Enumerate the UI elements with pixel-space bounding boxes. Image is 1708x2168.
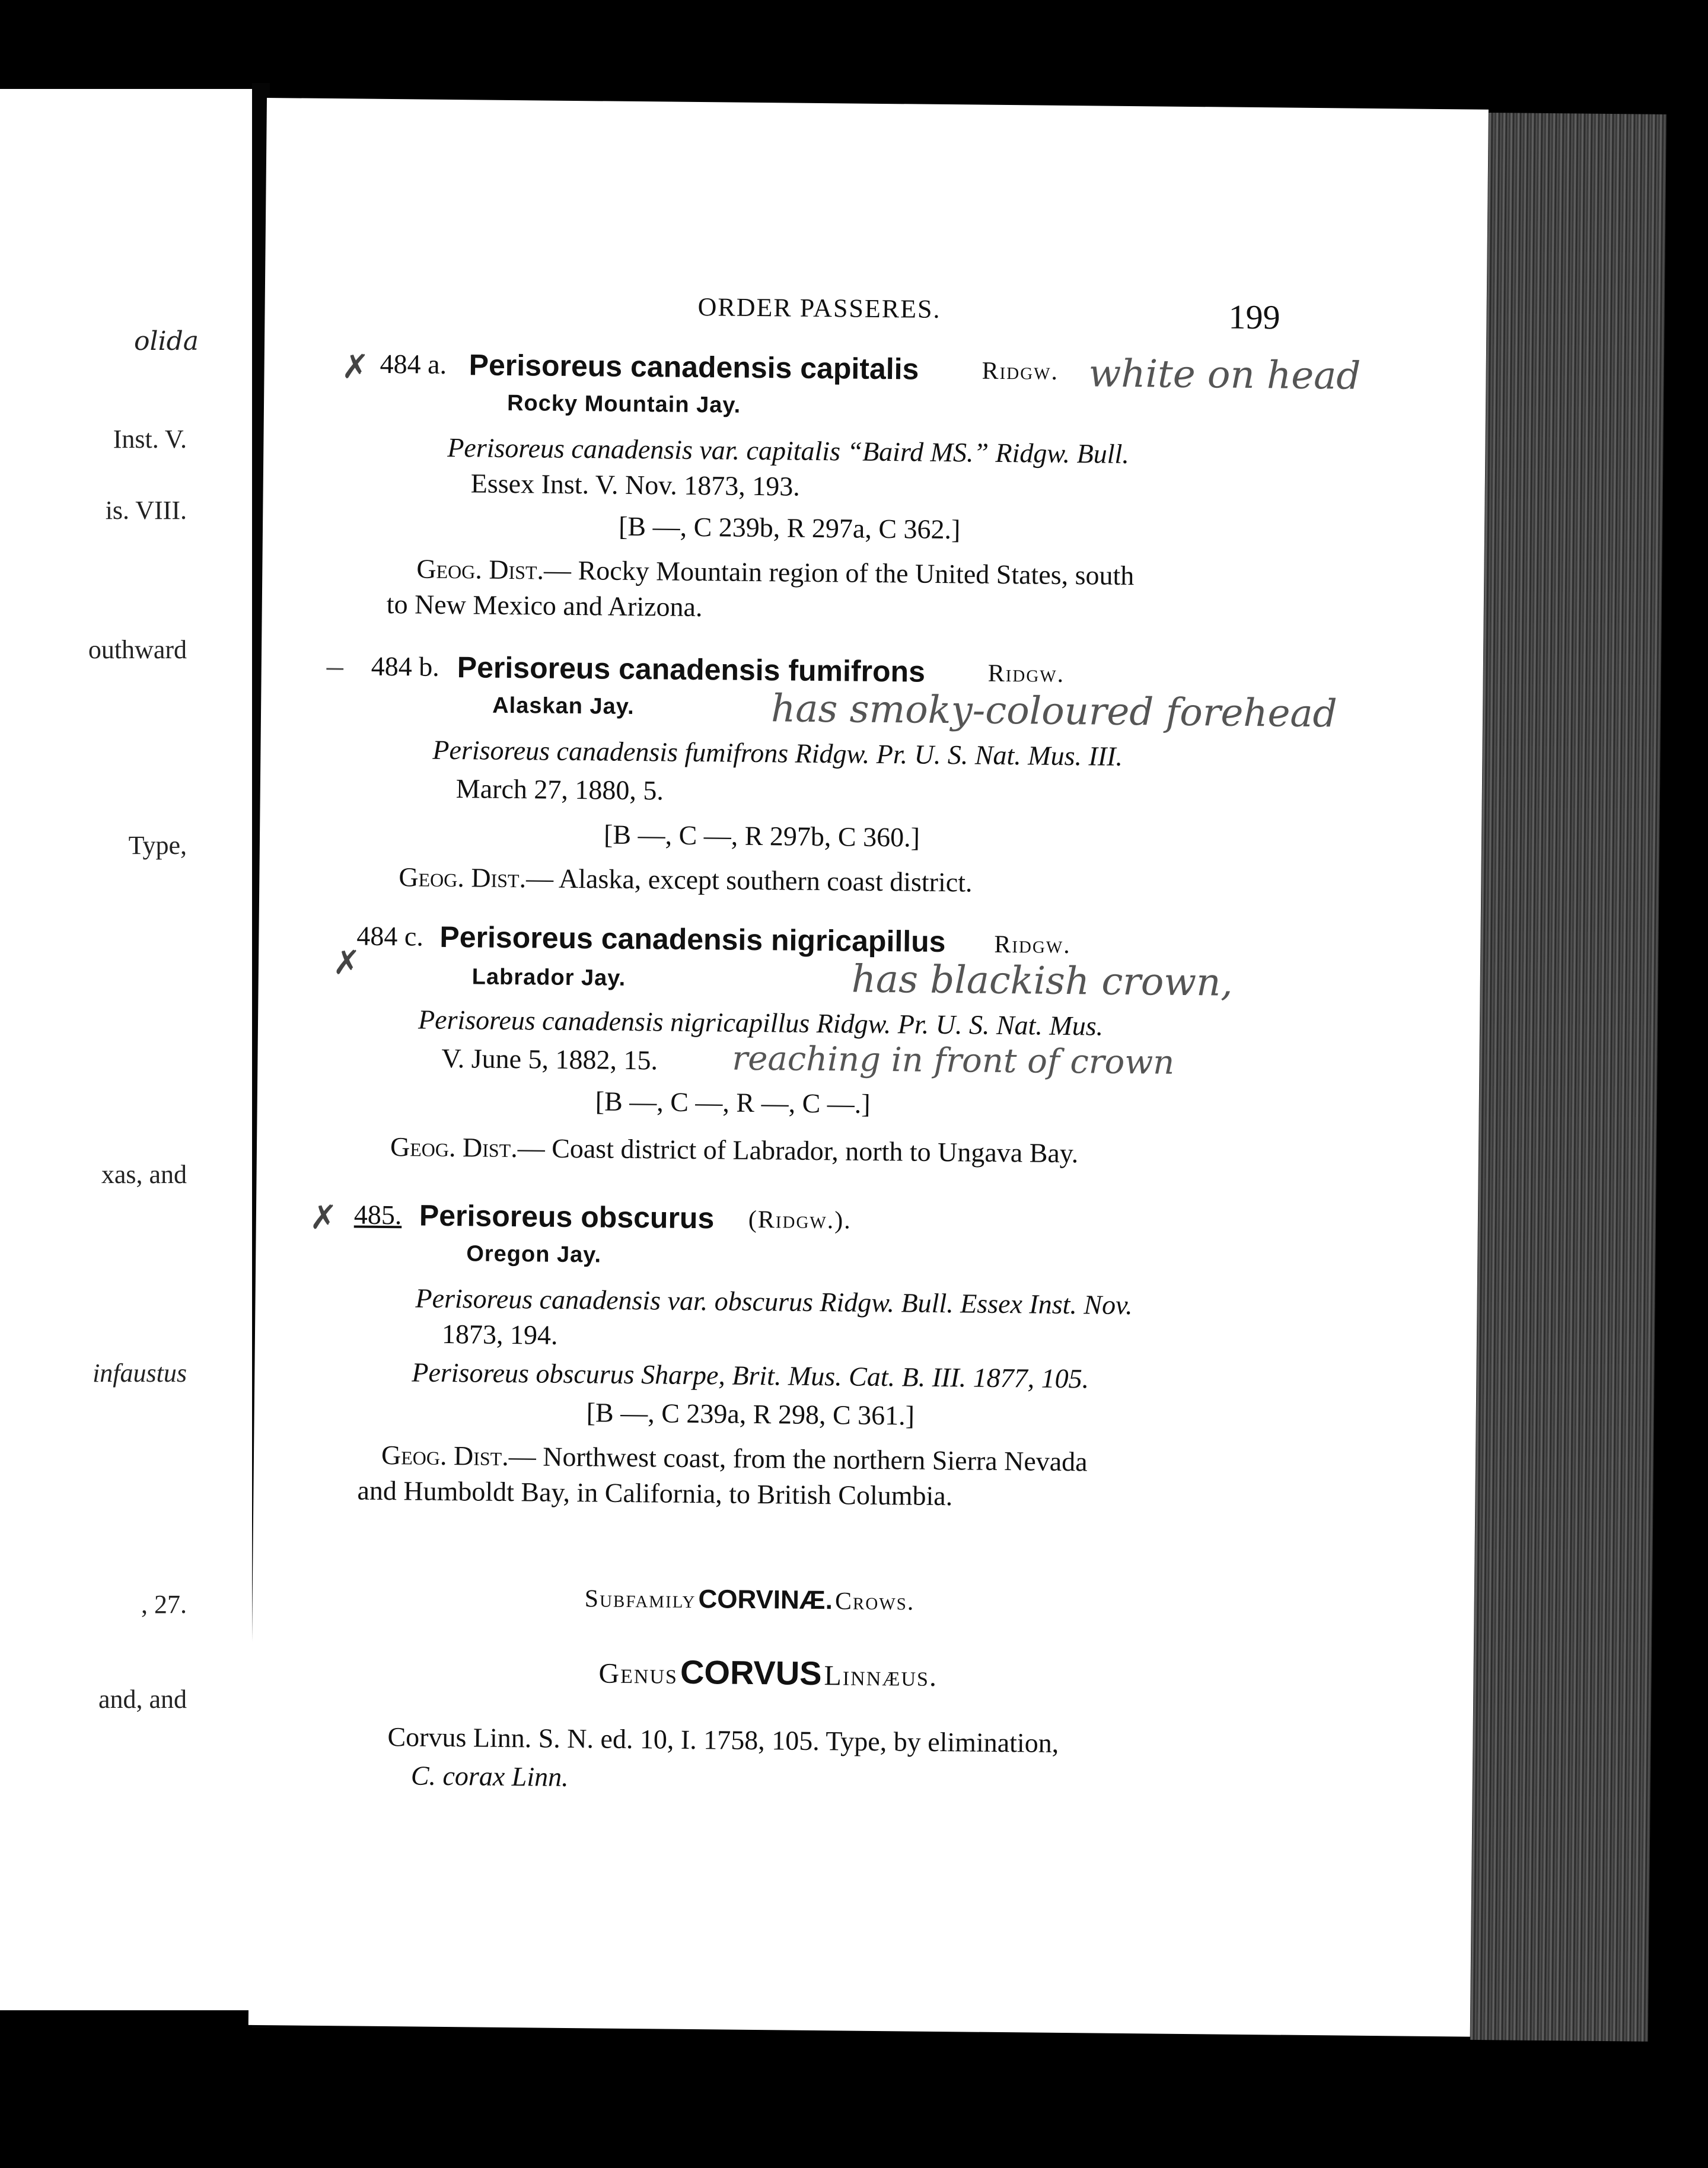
distribution-label: Geog. Dist.— [416,553,572,585]
margin-mark: ✗ [332,945,361,982]
references: [B —, C 239b, R 297a, C 362.] [618,511,961,545]
handwritten-annotation: white on head [1088,352,1361,398]
margin-mark: – [326,648,344,685]
distribution-text: to New Mexico and Arizona. [386,588,703,623]
authority: (Ridgw.). [748,1206,852,1235]
entry-number: 485. [353,1199,402,1230]
authority: Ridgw. [987,659,1065,688]
subfamily-common: Crows. [834,1587,915,1616]
genus-prefix: Genus [598,1657,678,1690]
genus-citation: Corvus Linn. S. N. ed. 10, I. 1758, 105. Type, by elimination, [387,1721,1059,1758]
page-number: 199 [1228,297,1280,337]
entry-number: 484 a. [380,348,447,380]
scientific-name: Perisoreus canadensis nigricapillus [439,920,946,959]
handwritten-annotation: reaching in front of crown [732,1039,1175,1082]
left-page-fragment: Type, [128,831,187,860]
left-page-fragment: , 27. [141,1590,187,1619]
references: [B —, C —, R —, C —.] [595,1086,871,1119]
authority: Ridgw. [994,930,1072,959]
citation: Essex Inst. V. Nov. 1873, 193. [470,468,801,502]
citation: Perisoreus obscurus Sharpe, Brit. Mus. Cat. B. III. 1877, 105. [412,1357,1089,1394]
genus-authority: Linnæus. [824,1660,938,1692]
common-name: Alaskan Jay. [492,693,635,719]
subfamily-name: CORVINÆ. [698,1584,833,1615]
distribution-label: Geog. Dist.— [381,1439,536,1472]
book-page [248,98,1489,2037]
authority: Ridgw. [982,357,1059,385]
distribution-text: Coast district of Labrador, north to Ungava Bay. [551,1133,1079,1169]
genus-name: CORVUS [680,1653,822,1692]
citation: 1873, 194. [441,1318,558,1350]
scientific-name: Perisoreus obscurus [419,1198,715,1235]
citation: Perisoreus canadensis var. capitalis “Baird MS.” Ridgw. Bull. [447,432,1130,469]
common-name: Labrador Jay. [471,964,626,991]
citation: Perisoreus canadensis var. obscurus Ridgw. Bull. Essex Inst. Nov. [415,1283,1133,1321]
scientific-name: Perisoreus canadensis fumifrons [457,651,926,688]
citation: V. June 5, 1882, 15. [441,1042,658,1076]
handwritten-annotation: has blackish crown, [851,957,1234,1005]
citation: Perisoreus canadensis nigricapillus Ridgw. Pr. U. S. Nat. Mus. [418,1004,1104,1041]
left-page-fragment: xas, and [101,1160,187,1189]
entry-number: 484 c. [356,920,424,952]
left-page-fragment: outhward [88,635,187,664]
common-name: Rocky Mountain Jay. [506,390,741,418]
left-page-edge [0,89,252,2010]
distribution-text: Alaska, except southern coast district. [558,863,973,898]
left-page-fragment: infaustus [93,1359,187,1388]
genus-heading [598,1651,938,1693]
references: [B —, C 239a, R 298, C 361.] [586,1397,915,1431]
citation: Perisoreus canadensis fumifrons Ridgw. Pr. U. S. Nat. Mus. III. [432,734,1123,771]
genus-citation: C. corax Linn. [410,1760,569,1793]
subfamily-heading [584,1583,914,1616]
distribution-text: and Humboldt Bay, in California, to British Columbia. [357,1475,953,1512]
entry-number: 484 b. [371,651,440,682]
subfamily-prefix: Subfamily [584,1585,696,1614]
citation: March 27, 1880, 5. [455,773,664,806]
common-name: Oregon Jay. [466,1241,602,1268]
running-header: ORDER PASSERES. [697,292,941,324]
distribution-label: Geog. Dist.— [390,1131,545,1163]
page-edges [1470,113,1666,2042]
left-page-fragment: is. VIII. [105,496,187,525]
handwritten-annotation: has smoky-coloured forehead [770,687,1337,737]
distribution-text: Northwest coast, from the northern Sierra Nevada [543,1441,1088,1477]
distribution-label: Geog. Dist.— [399,862,554,894]
margin-mark: ✗ [341,349,369,386]
scientific-name: Perisoreus canadensis capitalis [469,348,919,386]
left-page-fragment: Inst. V. [113,425,187,454]
left-page-fragment: olida [133,326,199,356]
references: [B —, C —, R 297b, C 360.] [603,819,920,853]
left-page-fragment: and, and [98,1685,187,1714]
distribution-text: Rocky Mountain region of the United States, south [578,555,1135,591]
margin-mark: ✗ [309,1199,338,1237]
